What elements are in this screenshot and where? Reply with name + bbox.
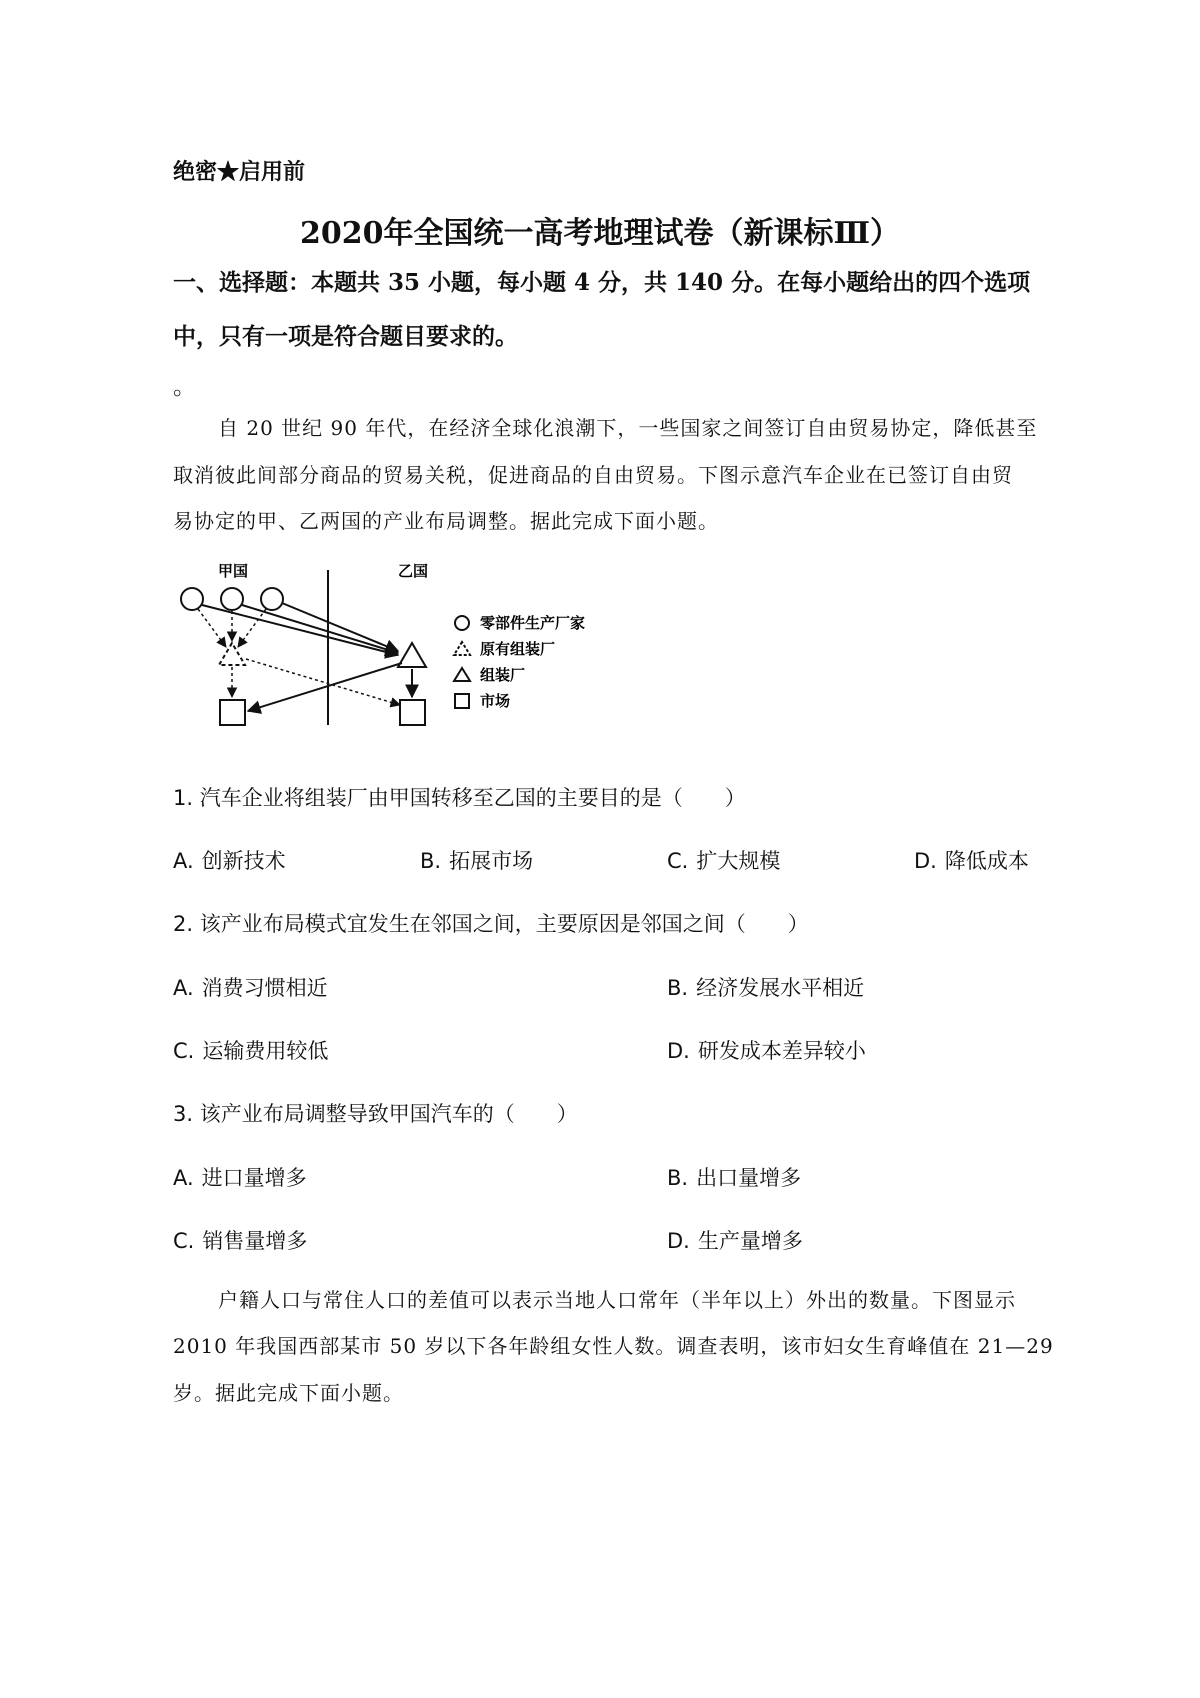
passage2-line1: 户籍人口与常住人口的差值可以表示当地人口常年（半年以上）外出的数量。下图显示 xyxy=(218,1288,1016,1312)
square-icon xyxy=(455,694,469,708)
new-flow-lines xyxy=(202,603,412,711)
q1-option-c[interactable]: C. 扩大规模 xyxy=(667,849,781,873)
circle-icon xyxy=(455,616,469,630)
passage1-line3: 易协定的甲、乙两国的产业布局调整。据此完成下面小题。 xyxy=(173,509,719,533)
q3-option-d[interactable]: D. 生产量增多 xyxy=(667,1229,803,1253)
q2-option-d[interactable]: D. 研发成本差异较小 xyxy=(667,1039,866,1063)
question-1-stem: 1. 汽车企业将组装厂由甲国转移至乙国的主要目的是（ ） xyxy=(173,786,746,810)
legend-label-plant: 组装厂 xyxy=(480,666,526,684)
legend-label-original-plant: 原有组装厂 xyxy=(480,640,556,658)
q3-option-c[interactable]: C. 销售量增多 xyxy=(173,1229,308,1253)
original-assembly-plant-icon xyxy=(219,643,245,665)
question-3-stem: 3. 该产业布局调整导致甲国汽车的（ ） xyxy=(173,1102,578,1126)
q2-option-c[interactable]: C. 运输费用较低 xyxy=(173,1039,329,1063)
stray-period: 。 xyxy=(173,374,196,400)
parts-factory-icon xyxy=(261,588,283,610)
passage2-line2: 2010 年我国西部某市 50 岁以下各年龄组女性人数。调查表明，该市妇女生育峰值在 21—29 xyxy=(173,1334,1054,1358)
parts-factory-icon xyxy=(181,588,203,610)
q3-option-b[interactable]: B. 出口量增多 xyxy=(667,1166,802,1190)
q1-option-a[interactable]: A. 创新技术 xyxy=(173,849,286,873)
passage1-line1: 自 20 世纪 90 年代，在经济全球化浪潮下，一些国家之间签订自由贸易协定，降低甚至 xyxy=(218,416,1038,440)
section-heading-line1: 一、选择题：本题共 35 小题，每小题 4 分，共 140 分。在每小题给出的四个选项 xyxy=(173,269,1031,296)
q1-option-b[interactable]: B. 拓展市场 xyxy=(420,849,534,873)
market-b-icon xyxy=(400,700,425,725)
dashed-triangle-icon xyxy=(454,642,470,655)
legend-label-market: 市场 xyxy=(480,692,511,710)
page-title: 2020年全国统一高考地理试卷（新课标Ⅲ） xyxy=(299,216,901,251)
passage2-line3: 岁。据此完成下面小题。 xyxy=(173,1381,404,1405)
q2-option-b[interactable]: B. 经济发展水平相近 xyxy=(667,976,865,1000)
passage1-line2: 取消彼此间部分商品的贸易关税，促进商品的自由贸易。下图示意汽车企业在已签订自由贸 xyxy=(173,463,1013,487)
industry-layout-diagram xyxy=(170,555,690,745)
market-a-icon xyxy=(220,700,245,725)
parts-factory-icon xyxy=(221,588,243,610)
legend-label-parts: 零部件生产厂家 xyxy=(480,614,586,632)
question-2-stem: 2. 该产业布局模式宜发生在邻国之间，主要原因是邻国之间（ ） xyxy=(173,912,809,936)
q2-option-a[interactable]: A. 消费习惯相近 xyxy=(173,976,328,1000)
country-b-label: 乙国 xyxy=(398,562,429,580)
section-heading-line2: 中，只有一项是符合题目要求的。 xyxy=(173,323,518,350)
confidential-label: 绝密★启用前 xyxy=(173,159,306,185)
triangle-icon xyxy=(454,668,470,681)
q1-option-d[interactable]: D. 降低成本 xyxy=(914,849,1029,873)
country-a-label: 甲国 xyxy=(218,562,249,580)
q3-option-a[interactable]: A. 进口量增多 xyxy=(173,1166,307,1190)
assembly-plant-icon xyxy=(398,643,426,667)
